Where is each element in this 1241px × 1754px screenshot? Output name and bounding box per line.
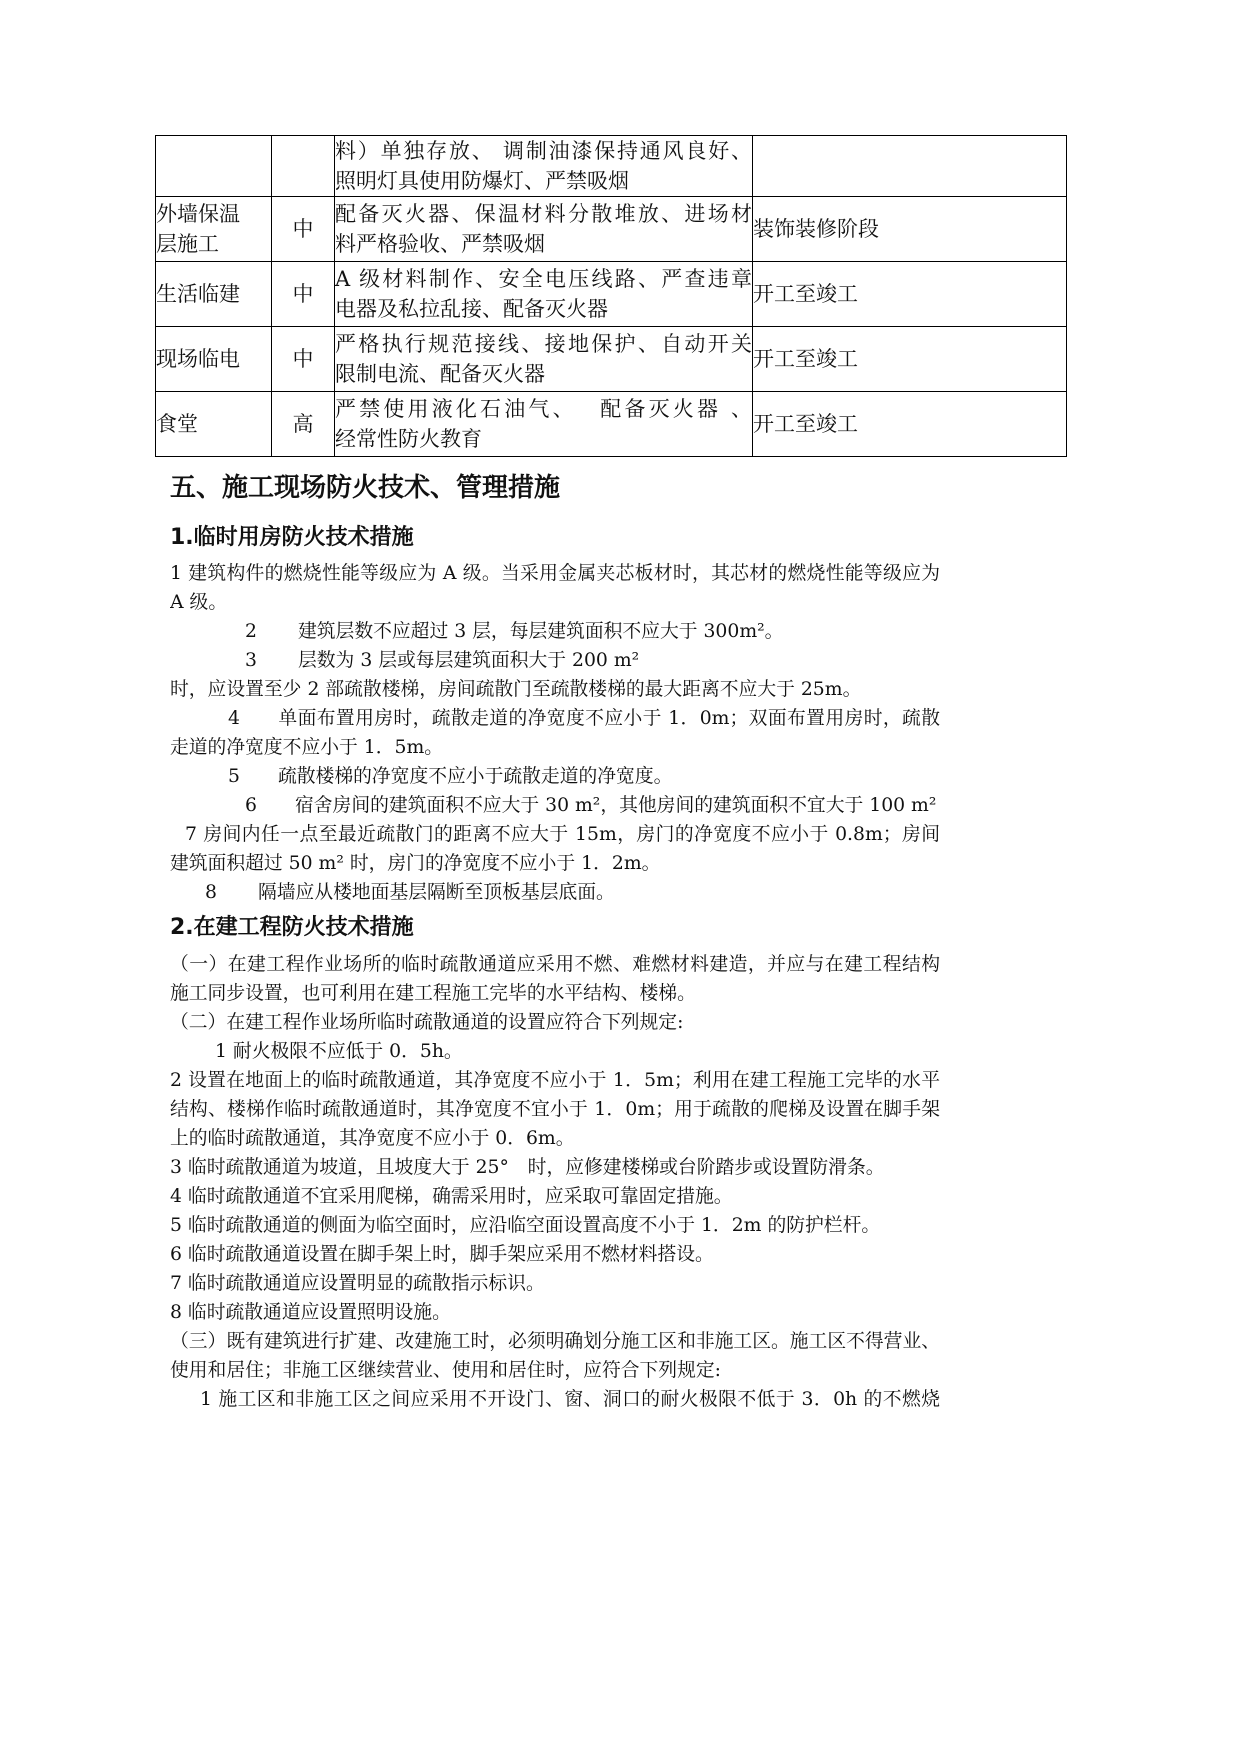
text-line <box>170 791 940 820</box>
risk-level: 中 <box>292 217 314 241</box>
period-text: 开工至竣工 <box>753 282 858 306</box>
clause <box>170 1182 940 1211</box>
text-line <box>170 762 940 791</box>
clause-number: 5 <box>228 766 240 787</box>
clause <box>170 1008 940 1037</box>
text-line: 2 设置在地面上的临时疏散通道，其净宽度不应小于 1．5m；利用在建工程施工完毕的水平 <box>170 1070 940 1091</box>
text-line: 1 建筑构件的燃烧性能等级应为 A 级。当采用金属夹芯板材时，其芯材的燃烧性能等级应为 <box>170 563 940 584</box>
risk-level: 中 <box>292 282 314 306</box>
risk-level-cell <box>272 197 335 262</box>
text-line <box>170 878 940 907</box>
hazard-item-cell <box>156 262 272 327</box>
cell-line: 层施工 <box>156 232 219 256</box>
table-row <box>156 327 1067 392</box>
clause <box>170 704 940 762</box>
hazard-item-cell <box>156 327 272 392</box>
text-line: 1 施工区和非施工区之间应采用不开设门、窗、洞口的耐火极限不低于 3．0h 的不燃烧 <box>200 1389 940 1410</box>
period-cell <box>753 262 1067 327</box>
measures-cell <box>335 262 753 327</box>
text-line: 8 临时疏散通道应设置照明设施。 <box>170 1302 451 1323</box>
text-line: 上的临时疏散通道，其净宽度不应小于 0．6m。 <box>170 1128 575 1149</box>
text-line <box>170 646 940 675</box>
clause <box>170 878 940 907</box>
subsection-title: 1.临时用房防火技术措施 <box>170 525 414 550</box>
period-cell <box>753 392 1067 457</box>
text-line: 结构、楼梯作临时疏散通道时，其净宽度不宜小于 1．0m；用于疏散的爬梯及设置在脚手架 <box>170 1099 940 1120</box>
hazard-item-cell <box>156 136 272 197</box>
text-line: （三）既有建筑进行扩建、改建施工时，必须明确划分施工区和非施工区。施工区不得营业、 <box>170 1331 940 1352</box>
document-body <box>170 466 940 1414</box>
text-line: 时，应设置至少 2 部疏散楼梯，房间疏散门至疏散楼梯的最大距离不应大于 25m。 <box>170 679 862 700</box>
cell-line: 生活临建 <box>156 282 240 306</box>
cell-line: 严格执行规范接线、接地保护、自动开关 <box>335 332 752 356</box>
measures-cell <box>335 392 753 457</box>
clause <box>170 1153 940 1182</box>
clause <box>170 1240 940 1269</box>
clause <box>170 1211 940 1240</box>
text-line: 5 临时疏散通道的侧面为临空面时，应沿临空面设置高度不小于 1．2m 的防护栏杆。 <box>170 1215 881 1236</box>
clause <box>170 1298 940 1327</box>
table-row <box>156 136 1067 197</box>
period-text: 开工至竣工 <box>753 347 858 371</box>
cell-line: 严禁使用液化石油气、 配备灭火器 、 <box>335 397 752 421</box>
period-cell <box>753 327 1067 392</box>
text-line <box>170 704 940 733</box>
cell-line: 经常性防火教育 <box>335 427 482 451</box>
subsection-title: 2.在建工程防火技术措施 <box>170 915 414 940</box>
cell-line: 照明灯具使用防爆灯、严禁吸烟 <box>335 169 629 193</box>
clause <box>170 1066 940 1153</box>
table-row <box>156 392 1067 457</box>
table-row <box>156 197 1067 262</box>
clause <box>170 559 940 617</box>
text-line: 6 临时疏散通道设置在脚手架上时，脚手架应采用不燃材料搭设。 <box>170 1244 714 1265</box>
text-line: 使用和居住；非施工区继续营业、使用和居住时，应符合下列规定: <box>170 1360 721 1381</box>
subsection-body <box>170 950 940 1414</box>
measures-cell <box>335 197 753 262</box>
clause-text: 单面布置用房时，疏散走道的净宽度不应小于 1．0m；双面布置用房时，疏散 <box>278 708 940 729</box>
cell-line: A 级材料制作、安全电压线路、严查违章 <box>335 267 752 291</box>
period-text: 开工至竣工 <box>753 412 858 436</box>
hazard-item-cell <box>156 197 272 262</box>
clause <box>170 617 940 646</box>
text-line: A 级。 <box>170 592 228 613</box>
clause-number: 4 <box>228 708 240 729</box>
text-line: 7 房间内任一点至最近疏散门的距离不应大于 15m，房门的净宽度不应小于 0.8m；房间 <box>185 824 940 845</box>
cell-line: 外墙保温 <box>156 202 240 226</box>
cell-line: 现场临电 <box>156 347 240 371</box>
clause-text: 层数为 3 层或每层建筑面积大于 200 m² <box>298 650 640 671</box>
risk-level-cell <box>272 327 335 392</box>
clause-text: 建筑层数不应超过 3 层，每层建筑面积不应大于 300m²。 <box>298 621 784 642</box>
clause <box>170 1327 940 1385</box>
section-heading: 五、施工现场防火技术、管理措施 <box>170 473 561 503</box>
cell-line: 限制电流、配备灭火器 <box>335 362 545 386</box>
period-text: 装饰装修阶段 <box>753 217 879 241</box>
text-line: 1 耐火极限不应低于 0．5h。 <box>215 1041 463 1062</box>
clause <box>170 820 940 878</box>
clause-number: 6 <box>245 795 257 816</box>
risk-level: 中 <box>292 347 314 371</box>
risk-level-cell <box>272 136 335 197</box>
measures-cell <box>335 327 753 392</box>
clause <box>170 791 940 820</box>
clause <box>170 762 940 791</box>
text-line: 3 临时疏散通道为坡道，且坡度大于 25° 时，应修建楼梯或台阶踏步或设置防滑条。 <box>170 1157 885 1178</box>
text-line <box>170 617 940 646</box>
clause-text: 隔墙应从楼地面基层隔断至顶板基层底面。 <box>258 882 615 903</box>
cell-line: 配备灭火器、保温材料分散堆放、进场材 <box>335 202 752 226</box>
period-cell <box>753 136 1067 197</box>
clause-number: 8 <box>205 882 217 903</box>
cell-line: 电器及私拉乱接、配备灭火器 <box>335 297 608 321</box>
clause-number: 2 <box>245 621 257 642</box>
text-line: （二）在建工程作业场所临时疏散通道的设置应符合下列规定: <box>170 1012 684 1033</box>
cell-line: 食堂 <box>156 412 198 436</box>
hazard-item-cell <box>156 392 272 457</box>
clause-text: 宿舍房间的建筑面积不应大于 30 m²，其他房间的建筑面积不宜大于 100 m² <box>295 795 937 816</box>
clause <box>170 950 940 1008</box>
text-line: 建筑面积超过 50 m² 时，房门的净宽度不应小于 1．2m。 <box>170 853 661 874</box>
clause <box>170 646 940 704</box>
subsection-body <box>170 559 940 907</box>
period-cell <box>753 197 1067 262</box>
text-line: 走道的净宽度不应小于 1．5m。 <box>170 737 444 758</box>
text-line: 7 临时疏散通道应设置明显的疏散指示标识。 <box>170 1273 545 1294</box>
risk-level: 高 <box>292 412 314 436</box>
risk-level-cell <box>272 262 335 327</box>
clause <box>170 1269 940 1298</box>
fire-risk-table <box>155 135 1067 457</box>
cell-line: 料）单独存放、 调制油漆保持通风良好、 <box>335 139 752 163</box>
clause <box>170 1037 940 1066</box>
measures-cell <box>335 136 753 197</box>
clause <box>170 1385 940 1414</box>
table-row <box>156 262 1067 327</box>
clause-number: 3 <box>245 650 257 671</box>
clause-text: 疏散楼梯的净宽度不应小于疏散走道的净宽度。 <box>278 766 673 787</box>
text-line: 施工同步设置，也可利用在建工程施工完毕的水平结构、楼梯。 <box>170 983 696 1004</box>
text-line: 4 临时疏散通道不宜采用爬梯，确需采用时，应采取可靠固定措施。 <box>170 1186 733 1207</box>
risk-level-cell <box>272 392 335 457</box>
text-line: （一）在建工程作业场所的临时疏散通道应采用不燃、难燃材料建造，并应与在建工程结构 <box>170 954 940 975</box>
cell-line: 料严格验收、严禁吸烟 <box>335 232 545 256</box>
